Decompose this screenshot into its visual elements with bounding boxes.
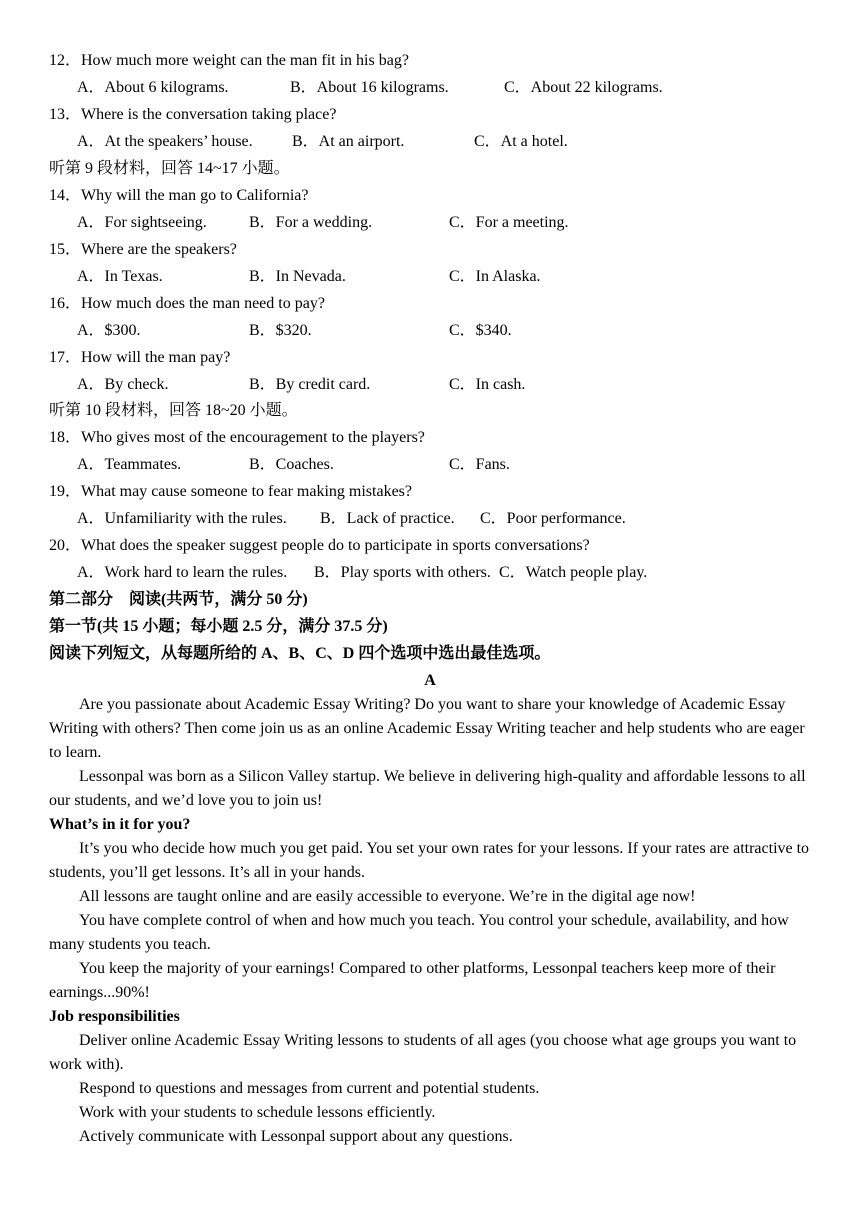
question-14-option-c: C．For a meeting.	[449, 214, 569, 231]
section-10-instruction: 听第 10 段材料，回答 18~20 小题。	[49, 402, 298, 419]
question-17-option-b: B．By credit card.	[249, 376, 371, 393]
question-14-option-a: A．For sightseeing.	[77, 214, 207, 231]
question-17-option-c: C．In cash.	[449, 376, 526, 393]
question-18-option-a: A．Teammates.	[77, 456, 182, 473]
passage-paragraph-3: It’s you who decide how much you get paid. You set your own rates for your lessons. If your rates are attractive to students, you’ll get lessons. It’s all in your hands.	[49, 840, 810, 881]
question-14-stem: 14．Why will the man go to California?	[49, 187, 309, 204]
question-19-option-a: A．Unfamiliarity with the rules.	[77, 510, 287, 527]
question-13-stem: 13．Where is the conversation taking place?	[49, 106, 337, 123]
question-17-stem: 17．How will the man pay?	[49, 349, 231, 366]
question-17-option-a: A．By check.	[77, 376, 169, 393]
question-19-option-b: B．Lack of practice.	[320, 510, 455, 527]
question-12-option-a: A．About 6 kilograms.	[77, 79, 229, 96]
passage-paragraph-6: You keep the majority of your earnings! Compared to other platforms, Lessonpal teachers keep more of their earnings...90%!	[49, 960, 776, 1001]
question-18-stem: 18．Who gives most of the encouragement to the players?	[49, 429, 425, 446]
passage-paragraph-9: Work with your students to schedule lessons efficiently.	[79, 1104, 436, 1121]
passage-paragraph-10: Actively communicate with Lessonpal support about any questions.	[79, 1128, 513, 1145]
passage-heading-benefits: What’s in it for you?	[49, 816, 191, 833]
question-20-stem: 20．What does the speaker suggest people do to participate in sports conversations?	[49, 537, 590, 554]
passage-heading-responsibilities: Job responsibilities	[49, 1008, 180, 1025]
question-13-option-c: C．At a hotel.	[474, 133, 568, 150]
passage-paragraph-2: Lessonpal was born as a Silicon Valley startup. We believe in delivering high-quality and affordable lessons to all our students, and we’d love you to join us!	[49, 768, 806, 809]
passage-paragraph-7: Deliver online Academic Essay Writing lessons to students of all ages (you choose what age groups you want to work with).	[49, 1032, 797, 1073]
question-19-stem: 19．What may cause someone to fear making mistakes?	[49, 483, 412, 500]
section-9-instruction: 听第 9 段材料，回答 14~17 小题。	[49, 160, 290, 177]
passage-label: A	[424, 672, 436, 689]
question-13-option-b: B．At an airport.	[292, 133, 405, 150]
question-15-stem: 15．Where are the speakers?	[49, 241, 237, 258]
question-12-stem: 12．How much more weight can the man fit in his bag?	[49, 52, 409, 69]
reading-instruction: 阅读下列短文，从每题所给的 A、B、C、D 四个选项中选出最佳选项。	[49, 645, 551, 662]
passage-paragraph-1: Are you passionate about Academic Essay Writing? Do you want to share your knowledge of Academic Essay Writing with others? Then come join us as an online Academic Essay Writing teacher and help students who are eager to learn.	[49, 696, 805, 761]
question-15-option-c: C．In Alaska.	[449, 268, 541, 285]
question-16-option-c: C．$340.	[449, 322, 512, 339]
question-12-option-b: B．About 16 kilograms.	[290, 79, 449, 96]
passage-paragraph-4: All lessons are taught online and are easily accessible to everyone. We’re in the digital age now!	[79, 888, 696, 905]
question-16-stem: 16．How much does the man need to pay?	[49, 295, 325, 312]
question-15-option-b: B．In Nevada.	[249, 268, 346, 285]
question-13-option-a: A．At the speakers’ house.	[77, 133, 253, 150]
question-20-option-a: A．Work hard to learn the rules.	[77, 564, 288, 581]
section-1-title: 第一节(共 15 小题；每小题 2.5 分，满分 37.5 分)	[49, 618, 388, 635]
question-18-option-b: B．Coaches.	[249, 456, 334, 473]
question-16-option-a: A．$300.	[77, 322, 141, 339]
passage-paragraph-5: You have complete control of when and how much you teach. You control your schedule, availability, and how many students you teach.	[49, 912, 789, 953]
question-18-option-c: C．Fans.	[449, 456, 510, 473]
question-20-option-b: B．Play sports with others.	[314, 564, 491, 581]
question-14-option-b: B．For a wedding.	[249, 214, 373, 231]
question-20-option-c: C．Watch people play.	[499, 564, 648, 581]
question-15-option-a: A．In Texas.	[77, 268, 163, 285]
question-12-option-c: C．About 22 kilograms.	[504, 79, 663, 96]
part-2-title: 第二部分 阅读(共两节，满分 50 分)	[49, 591, 308, 608]
passage-paragraph-8: Respond to questions and messages from current and potential students.	[79, 1080, 540, 1097]
question-19-option-c: C．Poor performance.	[480, 510, 626, 527]
question-16-option-b: B．$320.	[249, 322, 312, 339]
